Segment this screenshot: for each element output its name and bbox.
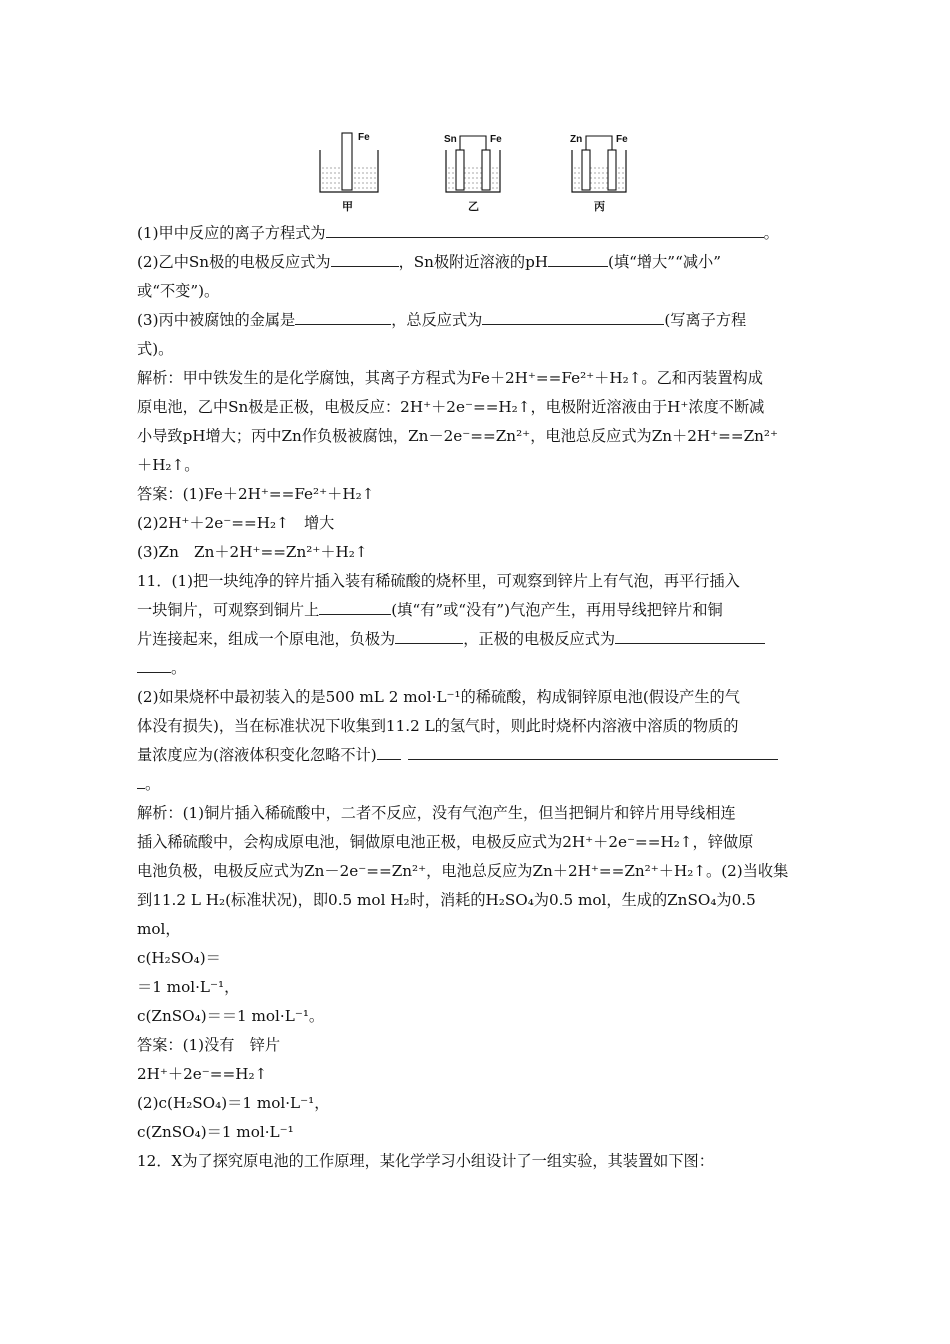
q11-analysis-line: c(ZnSO₄)＝＝1 mol·L⁻¹。: [137, 1007, 325, 1025]
q11-answer-line: 答案：(1)没有 锌片: [137, 1036, 281, 1054]
q10-part3: (3)丙中被腐蚀的金属是 ，总反应式为 (写离子方程: [137, 306, 827, 335]
beaker-caption: 甲: [342, 200, 353, 212]
beaker-bing: [570, 134, 628, 212]
q10-part2-cont: 或“不变”)。: [137, 282, 220, 300]
q11-line: (2)如果烧杯中最初装入的是500 mL 2 mol·L⁻¹的稀硫酸，构成铜锌原电池(假设产生的气: [137, 688, 740, 706]
q10-part3-cont: 式)。: [137, 340, 174, 358]
q10-answer-line: (3)Zn Zn＋2H⁺==Zn²⁺＋H₂↑: [137, 543, 368, 561]
q11-line: 量浓度应为(溶液体积变化忽略不计): [137, 741, 827, 770]
q11-analysis-line: mol，: [137, 920, 181, 938]
q11-line: 。: [137, 654, 827, 683]
beaker-caption: 丙: [594, 200, 605, 212]
electrode-label: Fe: [358, 132, 370, 143]
q11-analysis-line: c(H₂SO₄)＝: [137, 949, 221, 967]
q12-line: 12．X为了探究原电池的工作原理，某化学学习小组设计了一组实验，其装置如下图：: [137, 1152, 714, 1170]
q10-analysis-line: ＋H₂↑。: [137, 456, 200, 474]
q11-line: 体没有损失)，当在标准状况下收集到11.2 L的氢气时，则此时烧杯内溶液中溶质的物质的: [137, 717, 739, 735]
beaker-jia: [320, 132, 378, 212]
electrode-label: Fe: [616, 134, 628, 145]
q11-analysis-line: 到11.2 L H₂(标准状况)，即0.5 mol H₂时，消耗的H₂SO₄为0.5 mol，生成的ZnSO₄为0.5: [137, 891, 756, 909]
q11-analysis-line: 插入稀硫酸中，会构成原电池，铜做原电池正极，电极反应式为2H⁺＋2e⁻==H₂↑，锌做原: [137, 833, 754, 851]
beaker-yi: [444, 134, 502, 212]
electrode-label: Zn: [570, 134, 583, 145]
q10-analysis-line: 小导致pH增大；丙中Zn作负极被腐蚀，Zn－2e⁻==Zn²⁺，电池总反应式为Zn＋2H⁺==Zn²⁺: [137, 427, 779, 445]
q11-answer-line: 2H⁺＋2e⁻==H₂↑: [137, 1065, 268, 1083]
q10-answer-line: 答案：(1)Fe＋2H⁺==Fe²⁺＋H₂↑: [137, 485, 375, 503]
q11-answer-line: (2)c(H₂SO₄)＝1 mol·L⁻¹，: [137, 1094, 330, 1112]
q11-line: 。: [137, 770, 827, 799]
q11-line: 片连接起来，组成一个原电池，负极为 ，正极的电极反应式为: [137, 625, 827, 654]
q11-analysis-line: 解析：(1)铜片插入稀硫酸中，二者不反应，没有气泡产生，但当把铜片和锌片用导线相连: [137, 804, 736, 822]
q11-analysis-line: 电池负极，电极反应式为Zn－2e⁻==Zn²⁺，电池总反应为Zn＋2H⁺==Zn²⁺＋H₂↑。(2)当收集: [137, 862, 789, 880]
q11-line: 11．(1)把一块纯净的锌片插入装有稀硫酸的烧杯里，可观察到锌片上有气泡，再平行插入: [137, 572, 740, 590]
beaker-caption: 乙: [468, 200, 479, 212]
q11-line: 一块铜片，可观察到铜片上 (填“有”或“没有”)气泡产生，再用导线把锌片和铜: [137, 596, 827, 625]
beaker-figure: [316, 128, 636, 212]
q11-answer-line: c(ZnSO₄)＝1 mol·L⁻¹: [137, 1123, 294, 1141]
document-body: [137, 219, 827, 1176]
q10-answer-line: (2)2H⁺＋2e⁻==H₂↑ 增大: [137, 514, 335, 532]
q10-analysis-line: 原电池，乙中Sn极是正极，电极反应：2H⁺＋2e⁻==H₂↑，电极附近溶液由于H⁺浓度不断减: [137, 398, 765, 416]
electrode-label: Sn: [444, 134, 457, 145]
q11-analysis-line: ＝1 mol·L⁻¹，: [137, 978, 240, 996]
q10-part1: (1)甲中反应的离子方程式为 。: [137, 219, 827, 248]
q10-analysis-line: 解析：甲中铁发生的是化学腐蚀，其离子方程式为Fe＋2H⁺==Fe²⁺＋H₂↑。乙和丙装置构成: [137, 369, 763, 387]
electrode-label: Fe: [490, 134, 502, 145]
q10-part2: (2)乙中Sn极的电极反应式为 ，Sn极附近溶液的pH (填“增大”“减小”: [137, 248, 827, 277]
